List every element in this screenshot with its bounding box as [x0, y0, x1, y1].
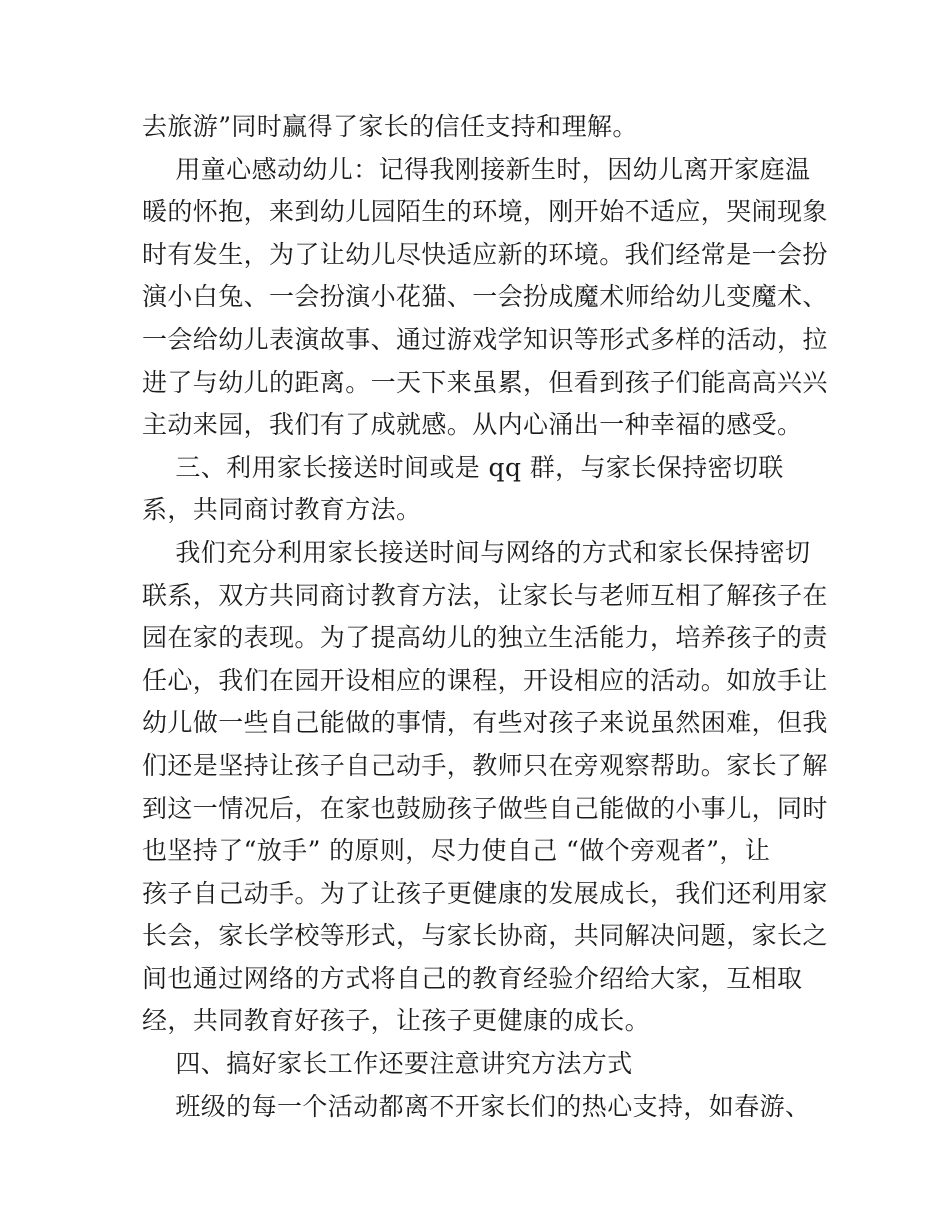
text-line: 幼儿做一些自己能做的事情，有些对孩子来说虽然困难，但我 [142, 708, 828, 738]
text-line: 长会，家长学校等形式，与家长协商，共同解决问题，家长之 [142, 921, 828, 951]
text-line: 我们充分利用家长接送时间与网络的方式和家长保持密切 [142, 537, 811, 567]
text-line: 间也通过网络的方式将自己的教育经验介绍给大家，互相取 [142, 963, 803, 993]
text-line: 去旅游”同时赢得了家长的信任支持和理解。 [142, 112, 638, 141]
text-line: 任心，我们在园开设相应的课程，开设相应的活动。如放手让 [142, 665, 828, 695]
text-line: 主动来园，我们有了成就感。从内心涌出一种幸福的感受。 [142, 410, 803, 440]
text-line: 孩子自己动手。为了让孩子更健康的发展成长，我们还利用家 [142, 878, 828, 908]
section-heading-line: 三、利用家长接送时间或是 qq 群，与家长保持密切联 [142, 452, 784, 482]
text-line: 经，共同教育好孩子，让孩子更健康的成长。 [142, 1006, 651, 1036]
section-heading-line: 系，共同商讨教育方法。 [142, 495, 422, 525]
document-body [142, 106, 828, 1128]
text-line: 演小白兔、一会扮演小花猫、一会扮成魔术师给幼儿变魔术、 [142, 282, 828, 312]
text-line: 也坚持了“放手” 的原则，尽力使自己 “做个旁观者”，让 [142, 836, 771, 866]
text-line: 用童心感动幼儿：记得我刚接新生时，因幼儿离开家庭温 [142, 154, 811, 184]
text-line: 园在家的表现。为了提高幼儿的独立生活能力，培养孩子的责 [142, 623, 828, 653]
section-heading-line: 四、搞好家长工作还要注意讲究方法方式 [142, 1049, 633, 1079]
text-line: 到这一情况后，在家也鼓励孩子做些自己能做的小事儿，同时 [142, 793, 828, 823]
text-line: 进了与幼儿的距离。一天下来虽累，但看到孩子们能高高兴兴 [142, 367, 828, 397]
text-line: 时有发生，为了让幼儿尽快适应新的环境。我们经常是一会扮 [142, 239, 828, 269]
text-line: 班级的每一个活动都离不开家长们的热心支持，如春游、 [142, 1091, 811, 1121]
text-line: 暖的怀抱，来到幼儿园陌生的环境，刚开始不适应，哭闹现象 [142, 197, 828, 227]
text-line: 联系，双方共同商讨教育方法，让家长与老师互相了解孩子在 [142, 580, 828, 610]
text-line: 一会给幼儿表演故事、通过游戏学知识等形式多样的活动，拉 [142, 324, 828, 354]
text-line: 们还是坚持让孩子自己动手，教师只在旁观察帮助。家长了解 [142, 750, 828, 780]
